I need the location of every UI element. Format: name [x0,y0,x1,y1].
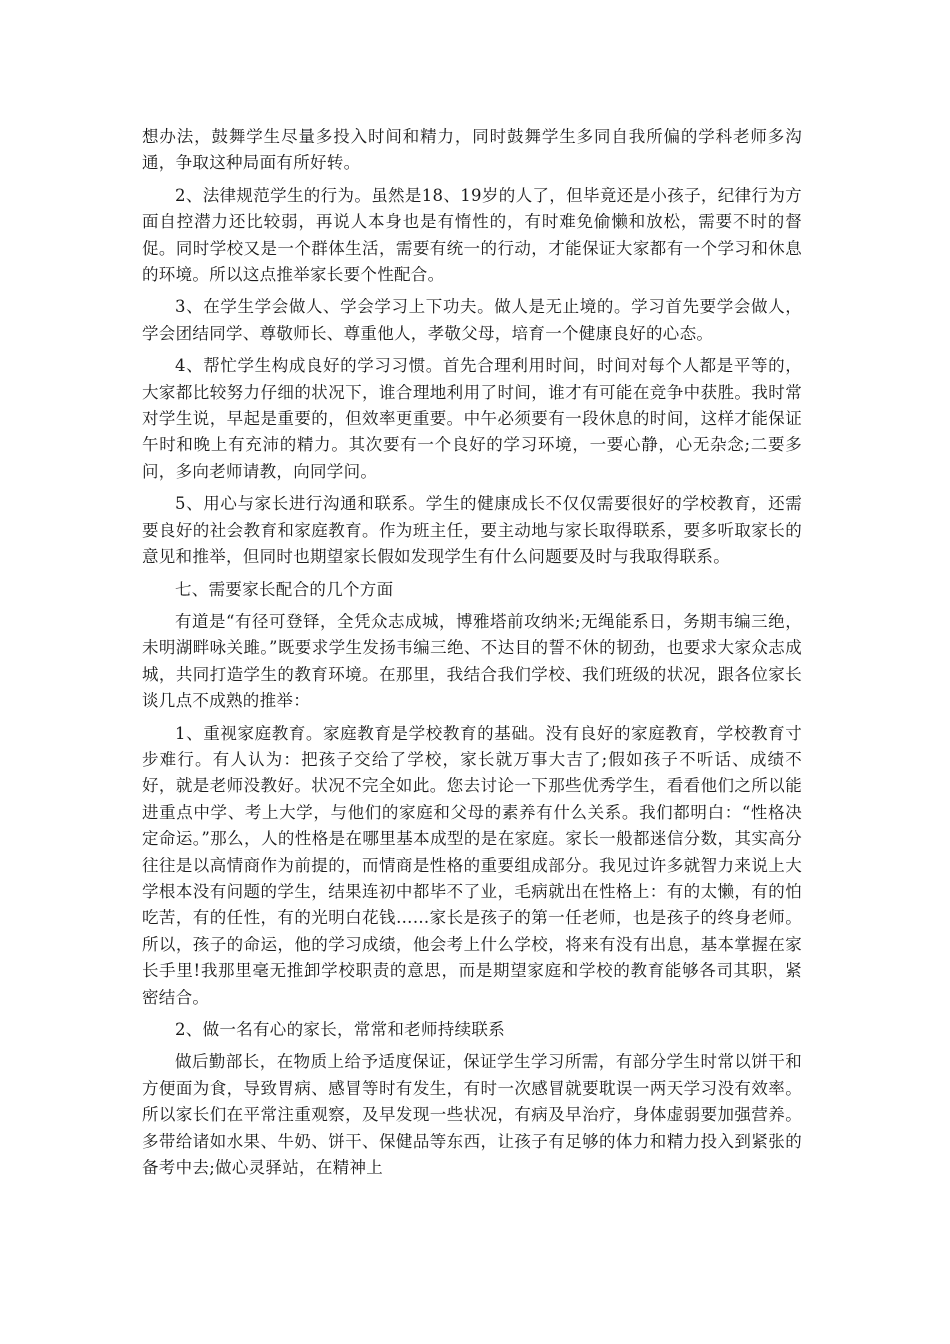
document-body [142,124,802,1187]
paragraph-intro: 有道是“有径可登铎，全凭众志成城，博雅塔前攻纳米;无绳能系日，务期韦编三绝，未明湖畔咏关雎。”既要求学生发扬韦编三绝、不达目的誓不休的韧劲，也要求大家众志成城，共同打造学生的教育环境。在那里，我结合我们学校、我们班级的状况，跟各位家长谈几点不成熟的推举： [142,611,802,711]
section-heading-7: 七、需要家长配合的几个方面 [175,579,394,599]
paragraph-attentive-parent: 2、做一名有心的家长，常常和老师持续联系 [175,1020,505,1039]
paragraph-logistics: 做后勤部长，在物质上给予适度保证，保证学生学习所需，有部分学生时常以饼干和方便面为食，导致胃病、感冒等时有发生，有时一次感冒就要耽误一两天学习没有效率。所以家长们在平常注重观察，及早发现一些状况，有病及早治疗，身体虚弱要加强营养。多带给诸如水果、牛奶、饼干、保健品等东西，让孩子有足够的体力和精力投入到紧张的备考中去;做心灵驿站，在精神上 [142,1052,802,1178]
paragraph-item-2: 2、法律规范学生的行为。虽然是18、19岁的人了，但毕竟还是小孩子，纪律行为方面自控潜力还比较弱，再说人本身也是有惰性的，有时难免偷懒和放松，需要不时的督促。同时学校又是一个群体生活，需要有统一的行动，才能保证大家都有一个学习和休息的环境。所以这点推举家长要个性配合。 [142,185,802,285]
paragraph-item-4: 4、帮忙学生构成良好的学习习惯。首先合理利用时间，时间对每个人都是平等的，大家都比较努力仔细的状况下，谁合理地利用了时间，谁才有可能在竞争中获胜。我时常对学生说，早起是重要的，但效率更重要。中午必须要有一段休息的时间，这样才能保证午时和晚上有充沛的精力。其次要有一个良好的学习环境，一要心静，心无杂念;二要多问，多向老师请教，向同学问。 [142,356,802,481]
paragraph-item-3: 3、在学生学会做人、学会学习上下功夫。做人是无止境的。学习首先要学会做人，学会团结同学、尊敬师长、尊重他人，孝敬父母，培育一个健康良好的心态。 [142,297,802,343]
paragraph-item-5: 5、用心与家长进行沟通和联系。学生的健康成长不仅仅需要很好的学校教育，还需要良好的社会教育和家庭教育。作为班主任，要主动地与家长取得联系，要多听取家长的意见和推举，但同时也期望家长假如发现学生有什么问题要及时与我取得联系。 [142,494,802,567]
paragraph-continued: 想办法，鼓舞学生尽量多投入时间和精力，同时鼓舞学生多同自我所偏的学科老师多沟通，争取这种局面有所好转。 [142,127,802,173]
paragraph-family-education: 1、重视家庭教育。家庭教育是学校教育的基础。没有良好的家庭教育，学校教育寸步难行。有人认为：把孩子交给了学校，家长就万事大吉了;假如孩子不听话、成绩不好，就是老师没教好。状况不完全如此。您去讨论一下那些优秀学生，看看他们之所以能进重点中学、考上大学，与他们的家庭和父母的素养有什么关系。我们都明白：“性格决定命运。”那么，人的性格是在哪里基本成型的是在家庭。家长一般都迷信分数，其实高分往往是以高情商作为前提的，而情商是性格的重要组成部分。我见过许多就智力来说上大学根本没有问题的学生，结果连初中都毕不了业，毛病就出在性格上：有的太懒，有的怕吃苦，有的任性，有的光明白花钱……家长是孩子的第一任老师，也是孩子的终身老师。所以，孩子的命运，他的学习成绩，他会考上什么学校，将来有没有出息，基本掌握在家长手里!我那里毫无推卸学校职责的意思，而是期望家庭和学校的教育能够各司其职，紧密结合。 [142,723,802,1007]
